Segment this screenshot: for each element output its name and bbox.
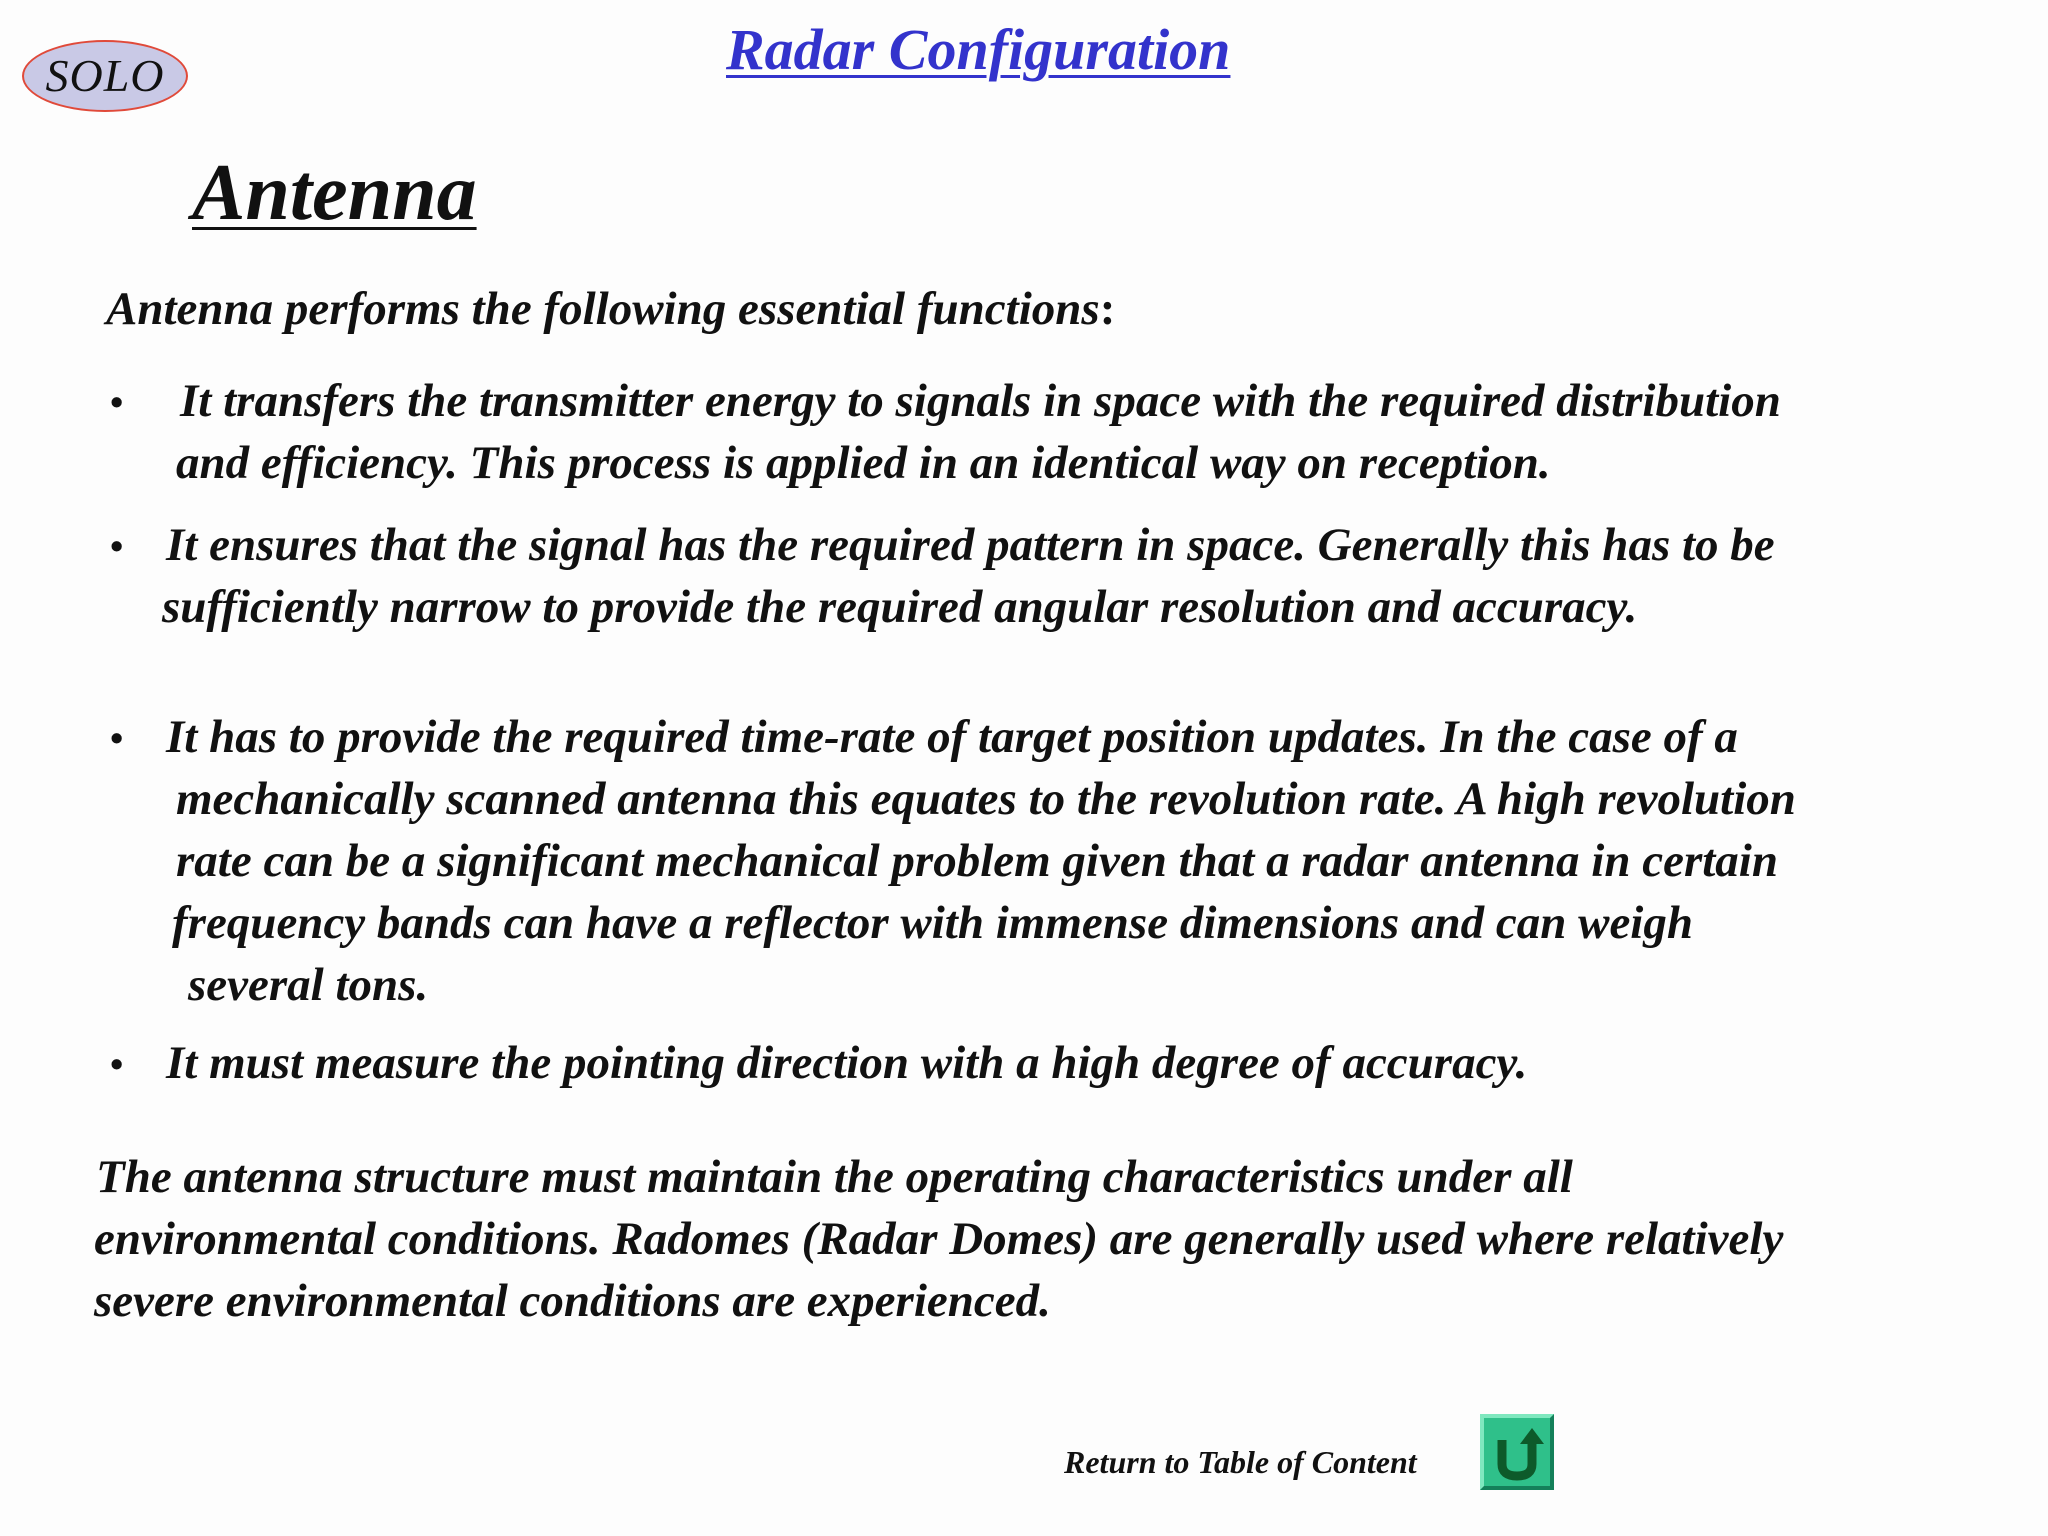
bullet-marker: • [110,1044,124,1086]
radar-configuration-link[interactable]: Radar Configuration [726,17,1231,82]
bullet-marker: • [110,718,124,760]
bullet-1-line-1: It transfers the transmitter energy to signals in space with the required distribution [180,375,1781,427]
bullet-3-line-2: mechanically scanned antenna this equates to the revolution rate. A high revolution [176,773,1796,825]
bullet-marker: • [110,382,124,424]
bullet-2-line-1: It ensures that the signal has the required pattern in space. Generally this has to be [166,519,1775,571]
closing-line-1: The antenna structure must maintain the operating characteristics under all [96,1151,1573,1203]
intro-text [106,278,1115,340]
bullet-3-line-4: frequency bands can have a reflector with immense dimensions and can weigh [172,897,1694,949]
bullet-3-line-5: several tons. [188,959,429,1011]
return-arrow-icon [1484,1418,1550,1486]
solo-logo [22,40,188,112]
logo-text: SOLO [45,50,165,101]
return-to-toc-button[interactable] [1480,1414,1554,1490]
closing-line-3: severe environmental conditions are experienced. [94,1275,1051,1327]
intro-colon: : [1099,283,1116,335]
bullet-marker: • [110,526,124,568]
page-title: Antenna [192,149,477,237]
bullet-3-line-3: rate can be a significant mechanical problem given that a radar antenna in certain [176,835,1778,887]
return-to-toc-link[interactable]: Return to Table of Content [1064,1444,1417,1480]
bullet-2-line-2: sufficiently narrow to provide the required angular resolution and accuracy. [162,581,1638,633]
bullet-3-line-1: It has to provide the required time-rate of target position updates. In the case of a [166,711,1738,763]
intro-sentence: Antenna performs the following essential functions [106,283,1100,335]
closing-line-2: environmental conditions. Radomes (Radar Domes) are generally used where relatively [94,1213,1784,1265]
bullet-1-line-2: and efficiency. This process is applied in an identical way on reception. [176,437,1551,489]
bullet-4-line-1: It must measure the pointing direction with a high degree of accuracy. [166,1037,1528,1089]
